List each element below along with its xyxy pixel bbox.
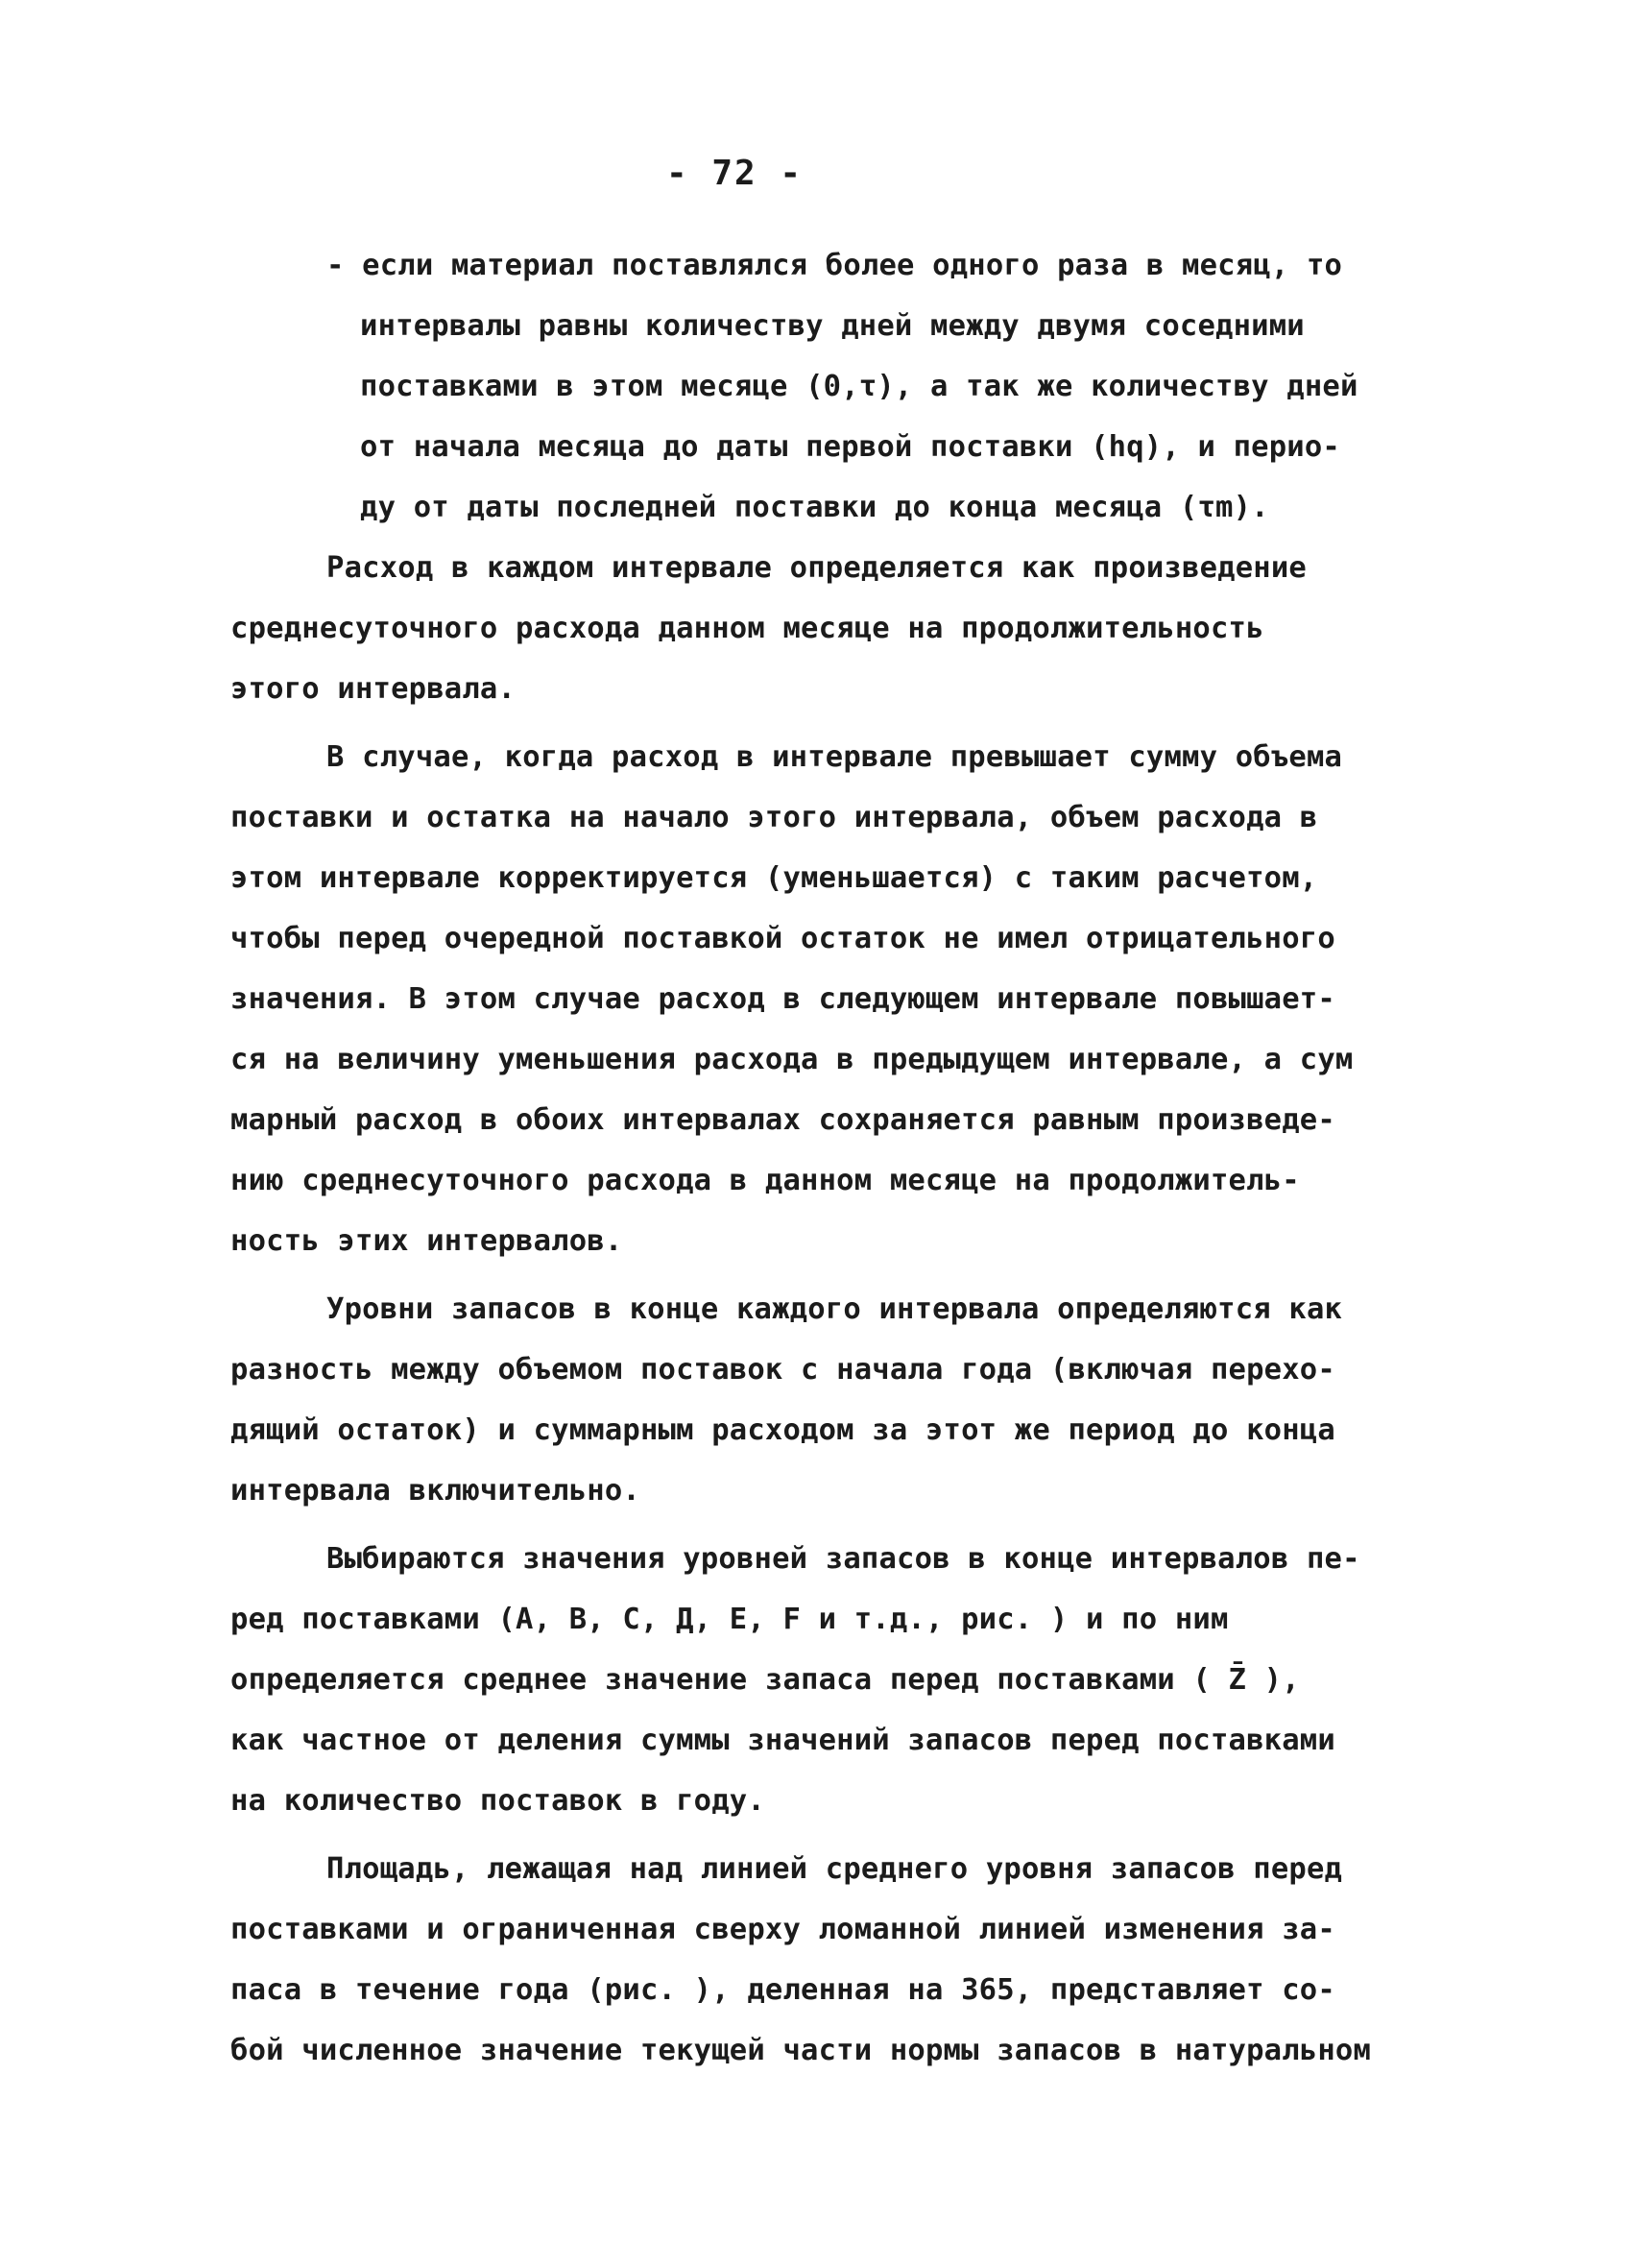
text-line: нию среднесуточного расхода в данном месяце на продолжитель-	[230, 1164, 1300, 1197]
text-line: ред поставками (А, В, С, Д, Е, F и т.д., рис. ) и по ним	[230, 1603, 1229, 1636]
text-line: чтобы перед очередной поставкой остаток не имел отрицательного	[230, 922, 1335, 955]
text-line: ся на величину уменьшения расхода в предыдущем интервале, а сум	[230, 1043, 1354, 1076]
text-line: паса в течение года (рис. ), деленная на 365, представляет со-	[230, 1973, 1335, 2007]
text-line: дящий остаток) и суммарным расходом за этот же период до конца	[230, 1413, 1335, 1447]
text-line: от начала месяца до даты первой поставки (hq), и перио-	[360, 430, 1340, 464]
text-line: интервалы равны количеству дней между двумя соседними	[360, 309, 1305, 343]
text-line: разность между объемом поставок с начала года (включая перехо-	[230, 1353, 1335, 1387]
text-line: на количество поставок в году.	[230, 1784, 765, 1818]
paragraph	[230, 727, 1421, 1271]
page-number: - 72 -	[665, 154, 804, 193]
text-line: Выбираются значения уровней запасов в конце интервалов пе-	[326, 1542, 1360, 1576]
text-line: как частное от деления суммы значений запасов перед поставками	[230, 1724, 1335, 1757]
paragraph	[230, 1839, 1421, 2081]
text-line: интервала включительно.	[230, 1474, 640, 1508]
text-line: Площадь, лежащая над линией среднего уровня запасов перед	[326, 1852, 1343, 1886]
text-line: среднесуточного расхода данном месяце на продолжительность	[230, 612, 1264, 645]
paragraph	[230, 1279, 1421, 1521]
text-line: поставки и остатка на начало этого интервала, объем расхода в	[230, 801, 1318, 834]
text-line: ду от даты последней поставки до конца месяца (τm).	[360, 491, 1269, 524]
text-line: этом интервале корректируется (уменьшается) с таким расчетом,	[230, 861, 1318, 895]
text-line: определяется среднее значение запаса перед поставками ( Z̄ ),	[230, 1663, 1300, 1697]
text-line: поставками в этом месяце (0,τ), а так же количеству дней	[360, 370, 1358, 403]
text-line: ность этих интервалов.	[230, 1224, 623, 1258]
paragraph	[230, 538, 1421, 719]
text-line: марный расход в обоих интервалах сохраняется равным произведе-	[230, 1103, 1335, 1137]
document-body	[230, 235, 1421, 2081]
text-line: бой численное значение текущей части нормы запасов в натуральном	[230, 2034, 1372, 2067]
text-line: поставками и ограниченная сверху ломанной линией изменения за-	[230, 1913, 1335, 1946]
text-line: Расход в каждом интервале определяется как произведение	[326, 551, 1307, 585]
list-item	[230, 235, 1421, 538]
text-line: В случае, когда расход в интервале превышает сумму объема	[326, 740, 1343, 774]
text-line: - если материал поставлялся более одного раза в месяц, то	[326, 249, 1343, 282]
text-line: Уровни запасов в конце каждого интервала определяются как	[326, 1292, 1343, 1326]
paragraph	[230, 1529, 1421, 1831]
text-line: значения. В этом случае расход в следующем интервале повышает-	[230, 982, 1335, 1016]
text-line: этого интервала.	[230, 672, 517, 706]
